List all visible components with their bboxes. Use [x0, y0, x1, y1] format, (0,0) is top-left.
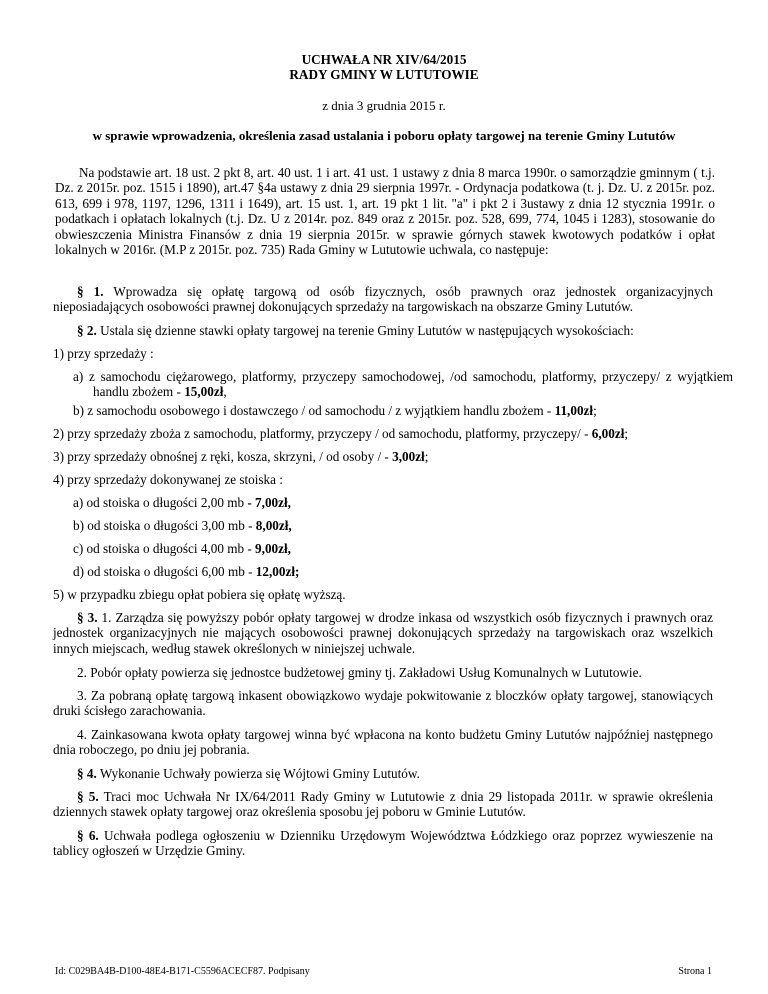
s2-point-3 [53, 449, 428, 464]
s2-point-4a [73, 495, 291, 510]
section-6-mark: § 6. [77, 828, 99, 843]
section-3-item-3: 3. Za pobraną opłatę targową inkasent obowiązkowo wydaje pokwitowanie z bloczków opłaty targowej, stanowiących druki ścisłego zarachowania. [53, 688, 713, 719]
s2-point-1b-end: ; [593, 403, 597, 418]
s2-point-2-text: 2) przy sprzedaży zboża z samochodu, platformy, przyczepy / od samochodu, platformy, przyczepy/ - [53, 426, 592, 441]
section-4 [53, 766, 713, 781]
s2-point-4d-text: d) od stoiska o długości 6,00 mb - [73, 564, 256, 579]
section-2-text: Ustala się dzienne stawki opłaty targowej na terenie Gminy Lututów w następujących wysokościach: [96, 323, 634, 338]
section-3-item-4: 4. Zainkasowana kwota opłaty targowej winna być wpłacona na konto budżetu Gminy Lututów najpóźniej następnego dnia roboczego, po dniu jej pobrania. [53, 727, 713, 758]
s2-point-3-amount: 3,00zł [392, 449, 425, 464]
s2-point-4b-text: b) od stoiska o długości 3,00 mb - [73, 518, 256, 533]
section-1-mark: § 1. [77, 284, 104, 299]
s2-point-2-end: ; [624, 426, 629, 441]
s2-point-3-text: 3) przy sprzedaży obnośnej z ręki, kosza, skrzyni, / od osoby / - [53, 449, 393, 464]
s2-point-1b [73, 403, 597, 418]
s2-point-4d [73, 564, 299, 579]
s2-point-4c-text: c) od stoiska o długości 4,00 mb - [73, 541, 256, 556]
resolution-number: UCHWAŁA NR XIV/64/2015 [301, 52, 467, 67]
section-2-mark: § 2. [77, 323, 97, 338]
s2-point-4: 4) przy sprzedaży dokonywanej ze stoiska : [53, 472, 283, 487]
section-1 [53, 284, 713, 315]
s2-point-3-end: ; [424, 449, 429, 464]
s2-point-4c-amount: 9,00zł, [255, 541, 291, 556]
page-number: Strona 1 [678, 966, 712, 977]
s2-point-1a [73, 369, 733, 400]
section-3-text-1: 1. Zarządza się powyższy pobór opłaty targowej w drodze inkasa od wszystkich osób fizycznych i prawnych oraz jednostek organizacyjnych nie mających osobowości prawnej dokonujących sprzedaży na targowiskach oraz wszelkich innych miejscach, według stawek określonych w niniejszej uchwale. [53, 610, 713, 656]
section-5-mark: § 5. [77, 789, 99, 804]
s2-point-4a-text: a) od stoiska o długości 2,00 mb [73, 495, 248, 510]
section-6 [53, 828, 713, 859]
council-name: RADY GMINY W LUTUTOWIE [289, 67, 479, 82]
resolution-subject: w sprawie wprowadzenia, określenia zasad ustalania i poboru opłaty targowej na terenie Gminy Lututów [92, 128, 676, 143]
s2-point-4d-amount: 12,00zł; [255, 564, 300, 579]
section-3-mark: § 3. [77, 610, 98, 625]
section-5 [53, 789, 713, 820]
section-5-text: Traci moc Uchwała Nr IX/64/2011 Rady Gminy w Lututowie z dnia 29 listopada 2011r. w sprawie określenia dziennych stawek opłaty targowej oraz określenia sposobu jej poboru w Gminie Lututów. [53, 789, 714, 820]
section-6-text: Uchwała podlega ogłoszeniu w Dzienniku Urzędowym Województwa Łódzkiego oraz poprzez wywieszenie na tablicy ogłoszeń w Urzędzie Gminy. [53, 828, 713, 859]
s2-point-4b [73, 518, 292, 533]
section-3-item-2: 2. Pobór opłaty powierza się jednostce budżetowej gminy tj. Zakładowi Usług Komunalnych w Lututowie. [77, 665, 642, 680]
section-2 [53, 323, 713, 338]
document-id-footer: Id: C029BA4B-D100-48E4-B171-C5596ACECF87. Podpisany [55, 966, 310, 977]
resolution-date: z dnia 3 grudnia 2015 r. [322, 98, 446, 113]
s2-point-4b-amount: 8,00zł, [255, 518, 292, 533]
section-4-mark: § 4. [77, 766, 97, 781]
s2-point-5: 5) w przypadku zbiegu opłat pobiera się opłatę wyższą. [53, 587, 346, 602]
s2-point-1b-text: b) z samochodu osobowego i dostawczego / od samochodu / z wyjątkiem handlu zbożem - [73, 403, 555, 418]
section-4-text: Wykonanie Uchwały powierza się Wójtowi Gminy Lututów. [96, 766, 420, 781]
s2-point-1a-amount: 15,00zł [184, 384, 224, 400]
s2-point-2-amount: 6,00zł [591, 426, 625, 441]
section-1-text: Wprowadza się opłatę targową od osób fizycznych, osób prawnych oraz jednostek organizacyjnych nieposiadających osobowości prawnej dokonujących sprzedaży na targowiskach na obszarze Gminy Lututów. [53, 284, 714, 315]
preamble: Na podstawie art. 18 ust. 2 pkt 8, art. 40 ust. 1 i art. 41 ust. 1 ustawy z dnia 8 marca 1990r. o samorządzie gminnym ( t.j. Dz. z 2015r. poz. 1515 i 1890), art.47 §4a ustawy z dnia 29 sierpnia 1997r. - Ordynacja podatkowa (t. j. Dz. U. z 2015r. poz. 613, 699 i 978, 1197, 1296, 1311 i 1649), art. 15 ust. 1, art. 19 pkt 1 lit. "a" i pkt 2 i 3ustawy z dnia 12 stycznia 1991r. o podatkach i opłatach lokalnych (t.j. Dz. U z 2014r. poz. 849 oraz z 2015r. poz. 528, 699, 774, 1045 i 1283), stosowanie do obwieszczenia Ministra Finansów z dnia 19 sierpnia 2015r. w sprawie górnych stawek kwotowych podatków i opłat lokalnych w 2016r. (M.P z 2015r. poz. 735) Rada Gminy w Lututowie uchwala, co następuje: [55, 165, 715, 258]
s2-point-2 [53, 426, 628, 441]
s2-point-1b-amount: 11,00zł [554, 403, 594, 418]
section-3-item-1 [53, 610, 713, 656]
s2-point-1a-end: , [223, 384, 227, 400]
s2-point-4c [73, 541, 291, 556]
s2-point-1a-text: a) z samochodu ciężarowego, platformy, przyczepy samochodowej, /od samochodu, platformy, przyczepy/ z wyjątkiem handlu zbożem - [73, 369, 733, 400]
s2-point-1: 1) przy sprzedaży : [53, 346, 154, 361]
s2-point-4a-amount: - 7,00zł, [247, 495, 291, 510]
